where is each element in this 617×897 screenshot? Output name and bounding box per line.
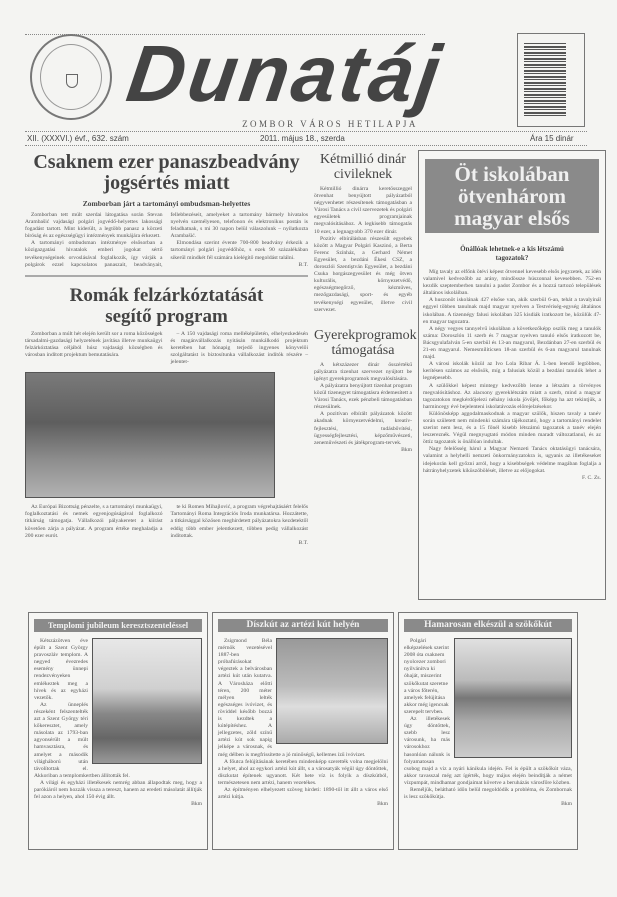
barcode — [517, 33, 585, 127]
headline: Díszkút az artézi kút helyén — [218, 619, 388, 632]
article-body: A kétszázezer dinár összértékű pályázatra tizenhat szervezet nyújtott be igényt gyerekprogramok megvalósítására. A pályázatra benyújtott tizenhat program közül tizenegyet támogatásra érdemesített a Városi Tanács, ezek pénzbeli támogatásban részesülnek. A pozitívan elbírált pályázatok között akadnak környezetvédelmi, kreatív-fejlesztési, tudásbővítési, ügyességfejlesztési, képzőművészeti, zeneművészeti és játékprogram-tervek. Bkm — [314, 361, 412, 453]
article-body: Kétmillió dinárra keretösszeggel ötvenhat benyújtott pályázatból négyvenhetet részesítenek támogatásban a Városi Tanács a civil szervezetek és polgári egyesületek programjainak megvalósításához. A legkisebb támogatás 10 ezer, a legnagyobb 370 ezer dinár. Pozitív elbírálásban részesült egyebek között a Magyar Polgári Kaszinó, a Berta Ferenc Színház, a Gerhard Német Egyesület, a bezdáni Ékesi CSZ, a doroszlói Szentiştván Egyesület, a bezdáni Csuka horgászegyesület és még ötven kulturális, környezetvédő, egészségmegőrző, kézműves, mezőgazdasági, sport- és egyéb tevékenységi egyesület, illetve civil szervezet. — [314, 186, 412, 313]
church-photo — [92, 638, 202, 764]
headline: Romák felzárkóztatását segítő program — [69, 284, 264, 327]
byline: Bkm — [377, 801, 388, 808]
article-fountain — [398, 612, 578, 850]
article-children — [314, 327, 417, 454]
headline: Csaknem ezer panaszbeadvány jogsértés miatt — [33, 151, 300, 194]
headline: Öt iskolában ötvenhárom magyar elsős — [425, 159, 599, 233]
article-body: Kétszázötven éve épült a Szent György pravoszláv templom. A negyed évezredes esemény ünnepi rendezvényeken emlékeztek meg a hívek és az egyházi vezetők. Az ünneplés részeként felszentelték azt a Szent György téri kőkeresztet, amely másolata az 1793-ban agyonsérült a múlt hamvasztásra, és amelyet a második világháború után távolítottak el. Akkoriban a templomkertben állították fel. A világi és egyházi illetékesek nemrég abban állapodtak meg, hogy a parókiáról nem hozzák vissza a tereszt, hanem az eredeti másolatát állítják fel azon a helyen, ahol 150 évig állt. Bkm — [34, 638, 202, 808]
headline: Templomi jubileum keresztszenteléssel — [34, 619, 202, 632]
article-schools — [418, 150, 606, 600]
left-column — [25, 152, 308, 547]
headline: Gyerekprogramok támogatása — [314, 327, 417, 358]
article-well — [212, 612, 394, 850]
roma-meeting-photo — [25, 372, 275, 498]
masthead-logo: Dunatáj — [121, 29, 449, 118]
article-body: Zomborban a múlt hét elején került sor a roma közösségek társadalmi-gazdasági helyzetének javítása illetve munkaügyi felzárkóztatása céljából húsz vajdasági községben és városban indított projektum bemutatására. – A 150 vajdasági roma melléképületén, elhelyezkedésén és magánvállalkozás nyitásán munkálkodó projektum keretében hat hónapig terjedő ingyenes könyvelői szolgáltatást is biztosítunka vállalkozást indítók részére – jelentet- — [25, 330, 308, 366]
byline: F. C. Zs. — [582, 474, 601, 481]
subhead: Zomborban járt a tartományi ombudsman-helyettes — [82, 199, 251, 208]
info-rule — [25, 145, 587, 146]
headline: Kétmillió dinár civileknek — [320, 152, 406, 182]
article-church — [28, 612, 208, 850]
subhead: Önállóak lehetnek-e a kis létszámú tagozatok? — [460, 245, 564, 262]
headline: Hamarosan elkészül a szökőkút — [404, 619, 572, 632]
issue-number: XII. (XXXVI.) évf., 632. szám — [27, 134, 129, 143]
coat-of-arms-icon — [66, 74, 78, 88]
article-civil — [314, 152, 412, 314]
price: Ára 15 dinár — [530, 134, 574, 143]
official-stamp — [30, 34, 112, 120]
masthead-rule — [25, 131, 587, 132]
byline: Bkm — [191, 801, 202, 808]
middle-column — [314, 152, 417, 454]
byline: B.T. — [298, 539, 308, 546]
roma-caption-body: Az Európai Bizottság pénzelte, s a tartományi munkaügyi, foglalkoztatási és nemek egyenjogúságával foglalkozó titkárság támogatja. Vállalkozói pályakeretet a kiírást követően zárja a pályázat. A program értéke meghaladja a 200 ezer eurót. te ki Romen Mihajlović, a program végrehajtásáért felelős Tartományi Roma Integrációs Iroda munkatársa. Hozzátette, a titkársággal közösen meghirdetett pályázatokra kezdetektől eddig több ember jelentkezett, többen pedig vállalkozást indítottak. B.T. — [25, 504, 308, 546]
byline: Bkm — [401, 446, 412, 453]
article-body: Zomborban tett múlt szerdai látogatása során Stevan Arambašić vajdasági polgári jogvédő-helyettes lakossági fogadást tartott. Mint kiderült, a legtöbb panasz a körzeti bíróság és az egészségügyi intézmények munkájára érkezett. A tartományi ombudsman intézménye elsősorban a közigazgatási hivatalok emberi jogokat sértő tevékenységeinek orvoslásával foglalkozik, így várják a polgárok ezzel kapcsolatos panaszait, beadványait, fellebbezéseit, amelyeket a tartomány bármely hivatalos nyelvén személyesen, telefonon és elektronikus postán is feladhatnak, s mi 30 napon belül válaszolunk – nyilatkozta Arambašić. Elmondása szerint évente 700-800 beadvány érkezik a tartományi polgári jogvédőhöz, s ezek 90 százalékában sikerül mindkét fél számára kielégítő megoldást találni. B.T. — [25, 212, 308, 268]
byline: B.T. — [298, 261, 308, 268]
article-body: Polgári elképzelések szerint 2008 óta csaknem nyolcezer zombori nyilvánítva ki óhaját, miszerint szökőkutat szeretne a város főterén, amelyek felújítása akkor még igencsak szerepelt tervben. Az illetékesek úgy döntöttek, szebb lesz városunk, ha más városokhoz hasonlóan nálunk is folyamatosan csobog majd a víz a nyári kánikula idején. Fel is épült a szökőkút váza, akkor tavasszal még azt ígérték, hogy május elején beindítják a német vízpumpát, mindhamar gondjaimat követve a beruházás városfőre közben. Reméljük, belátható időn belül megoldódik a probléma, és Zombornak is lesz szökőkútja. Bkm — [404, 638, 572, 808]
fountain-photo — [454, 638, 572, 758]
article-roma — [25, 285, 308, 547]
issue-date: 2011. május 18., szerda — [260, 134, 345, 143]
masthead-subtitle: ZOMBOR VÁROS HETILAPJA — [242, 119, 418, 129]
byline: Bkm — [561, 801, 572, 808]
article-body: Zsigmond Béla mérnök vezetésével 1887-ben próbafúrásokat végeztek a belvárosban artézi kút után kutatva. A Városháza előtti téren, 200 méter mélyen lelték egészséges ivóvizet, és röviddel később bozzá is kezdtek a kútépítéshez. A jellegzetes, zöld színű artézi kút sok napig jelképe a városnak, és még délben is megfrissítette a jó minőségű, kellemes ízű ivóvizet. A főutca felújításának keretében mindenképp szerették volna megjelölni a helyet, ahol az egykori artézi kút állt, s a városatyák végül úgy döntöttek, díszkutat építenek ugyanott. Két hete víz is folyik a díszkútból, természetesen nem artézi, hanem vezetékes. Az építményen elhelyezett szöveg hirdeti: 1890-től itt állt a város első artézi kútja. Bkm — [218, 638, 388, 808]
well-photo — [276, 638, 388, 744]
divider — [25, 275, 308, 277]
article-ombudsman — [25, 152, 308, 269]
article-body: Míg tavaly az elfőnk ötévi képest ötvennel kevesebb elsős jegyzetek, az idén valamivel kedvezőbb az arány, mindössze húszonnal kevesebben. 752-en kezdik szeptemberben tanulni a padot Zombor és a hozzá tartozó települések általános iskoláiban. A huszonöt iskolának 427 elsőse van, akik szerbül 6-an, tehát a tavalyinál eggyel többen tanulnak majd magyar nyelven a Testvériség-egység általános iskolában. A tizennégy falusi iskolában 325 kisdiák iratkozott be, közülük 47-en magyar tagozatra. A négy vegyes tannyelvű iskolában a következőképp oszlik meg a tanulók száma: Doroszlón 11 szerb és 7 magyar nyelven tanuló elsős iratkozott be, Bácsgyulafalván 5-en szerbül és 13-an magyarul, Bezdánban 27-en szerbül és 21-en magyarul. Nemesmiliticsen 18-an szerbül és 6-an magyarul tanulnak majd. A városi iskolák közül az Ivo Lola Ribar Á. I.-ben leendő legtöbben, kerítésen számos az elsősök, míg a falusiak közül a bezdáni tanulók lehet a legnépesebb. A szülőkkel képest mintegy kedvezőbb lenne a létszám a törvényes megvalósításhoz. Az alacsony gyereklétszám miatt a szerb, mind a magyar tagozatokon megkérdőjelezi néhány iskola jövőjét, főképp ha azt tekintjük, a harmincegy évé bejelenteni iskolatávozás előrejelzésekor. Különösképp aggodalmaskodnak a magyar szülők, hiszen tavaly a tanév során született nem mindenki számára tájékoztató, hogy a tartományi rendelet szerint nem lesz, és a 15 főnél kisebb létszámú tagozatok a tanév elején leszereznék. Végül megnyugtató módon minden maradt változatlanul, és az öttíz tagozatok is önállóan indultak. Nagy felelősség hárul a Magyar Nemzeti Tanács oktatásügyi tanácsára, valamint a helyhelli nemzeti önkormányzatokra is, ugyanis az illetékeseket idejekorán kell győzni arról, hogy a kisebbségek védelme magában foglalja a hátrányhelyzetek kiküszöbölését, illetve az előjogokat. — [423, 269, 601, 474]
